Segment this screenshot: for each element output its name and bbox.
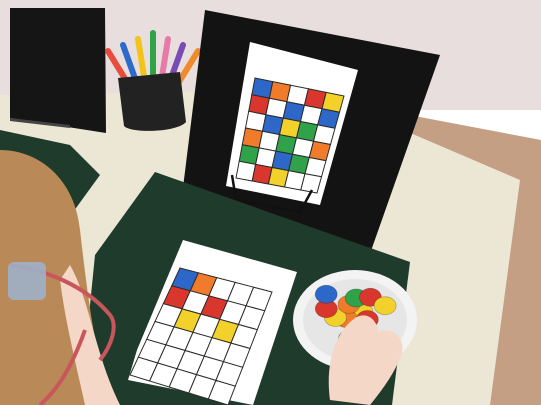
chip (374, 297, 396, 315)
monitor (10, 8, 106, 133)
hair-clip (8, 262, 46, 300)
cup (118, 72, 186, 131)
chip (315, 285, 337, 303)
